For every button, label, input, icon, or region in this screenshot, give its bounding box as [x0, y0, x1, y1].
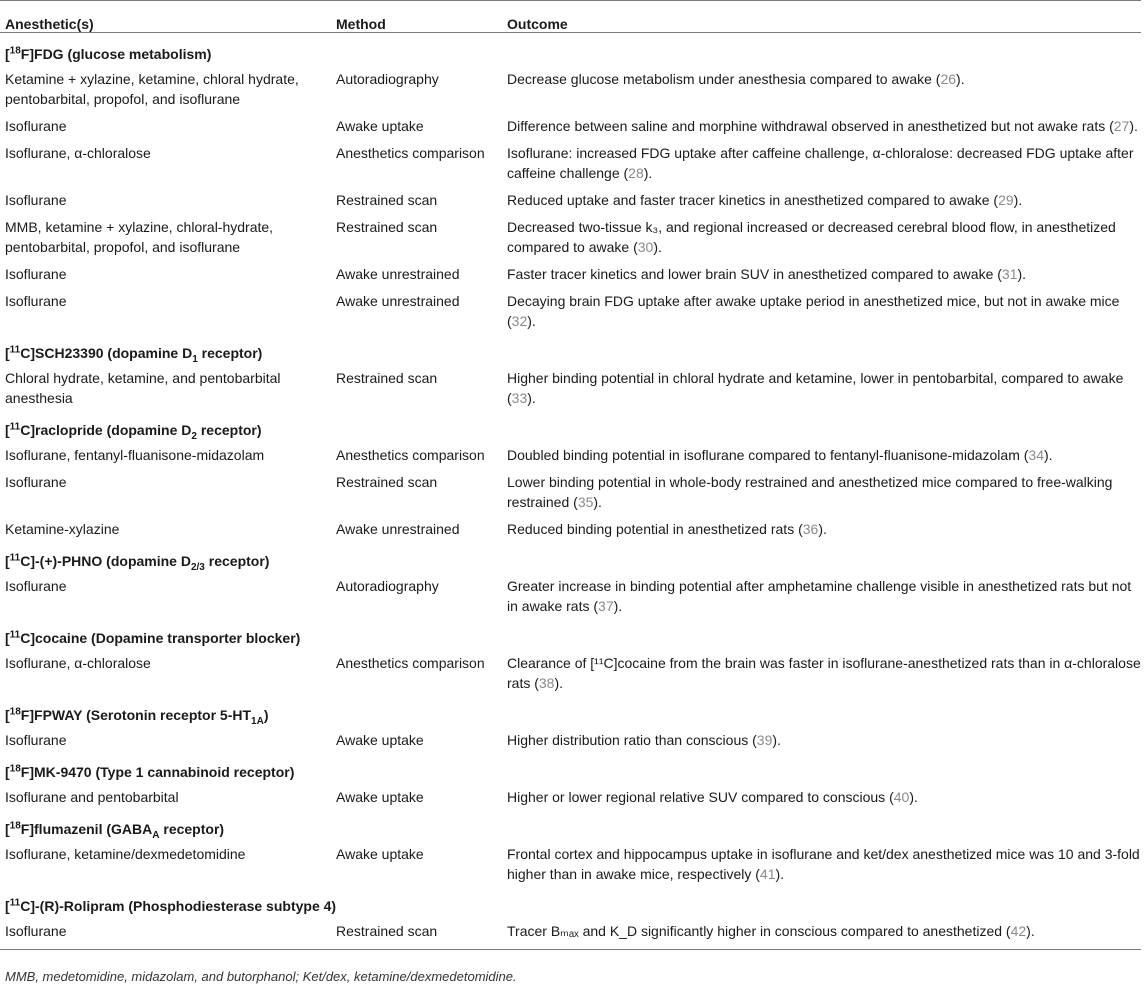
cell-method: Autoradiography — [336, 71, 439, 87]
section-title-sub: 1A — [251, 715, 264, 727]
reference-link[interactable]: 29 — [998, 192, 1014, 208]
cell-outcome — [502, 841, 1141, 888]
outcome-end: ). — [554, 675, 564, 691]
section-title-post: receptor) — [196, 422, 262, 438]
section-title-mid: F]MK-9470 (Type 1 cannabinoid receptor) — [20, 764, 295, 780]
cell-outcome — [502, 573, 1141, 620]
table-row — [0, 66, 1141, 113]
section-header-row — [0, 335, 1141, 365]
cell-anesthetic: Isoflurane, α-chloralose — [5, 655, 151, 671]
reference-link[interactable]: 35 — [577, 494, 594, 510]
table-row — [0, 288, 1141, 335]
cell-anesthetic: Isoflurane, α-chloralose — [5, 145, 151, 161]
reference-link[interactable]: 40 — [893, 789, 910, 805]
outcome-text: Isoflurane: increased FDG uptake after caffeine challenge, α-chloralose: decreased FDG uptake after caffeine challenge ( — [507, 145, 1134, 181]
section-header-row — [0, 412, 1141, 442]
outcome-end: ). — [1026, 923, 1035, 939]
section-title-tail: ) — [295, 630, 301, 646]
outcome-text: Frontal cortex and hippocampus uptake in isoflurane and ket/dex anesthetized mice was 10 and 3-fold higher than in awake mice, respectively ( — [507, 846, 1140, 882]
section-title-pre: [ — [5, 898, 10, 914]
outcome-text: Decaying brain FDG uptake after awake uptake period in anesthetized mice, but not in awake mice ( — [507, 293, 1120, 329]
section-header-row — [0, 697, 1141, 727]
reference-link[interactable]: 37 — [598, 598, 614, 614]
outcome-end: ). — [643, 165, 653, 181]
cell-outcome — [502, 650, 1141, 697]
section-title-mid: C]cocaine (Dopamine transporter blocker — [20, 630, 296, 646]
section-title — [0, 33, 1141, 67]
cell-anesthetic: Isoflurane, fentanyl-fluanisone-midazolam — [5, 447, 265, 463]
cell-anesthetic: Isoflurane — [5, 118, 67, 134]
table-row — [0, 650, 1141, 697]
outcome-end: ). — [1013, 192, 1023, 208]
cell-method: Anesthetics comparison — [336, 655, 485, 671]
table-row — [0, 365, 1141, 412]
cell-anesthetic: Isoflurane — [5, 192, 67, 208]
reference-link[interactable]: 33 — [511, 390, 528, 406]
outcome-end: ). — [956, 71, 965, 87]
reference-link[interactable]: 42 — [1010, 923, 1027, 939]
section-title-pre: [ — [5, 345, 10, 361]
cell-outcome — [502, 469, 1141, 516]
reference-link[interactable]: 28 — [628, 165, 644, 181]
outcome-text: Higher distribution ratio than conscious ( — [507, 732, 757, 748]
section-title-post: receptor) — [159, 821, 225, 837]
section-title-mid: F]FDG (glucose metabolism) — [20, 46, 212, 62]
cell-outcome — [502, 66, 1141, 113]
header-row — [0, 1, 1141, 33]
section-header-row — [0, 888, 1141, 918]
section-title-sup1: 11 — [9, 897, 21, 909]
outcome-text: Greater increase in binding potential after amphetamine challenge visible in anesthetized rats but not in awake rats ( — [507, 578, 1132, 614]
cell-method: Awake uptake — [336, 789, 424, 805]
reference-link[interactable]: 36 — [802, 521, 819, 537]
outcome-end: ). — [775, 866, 785, 882]
reference-link[interactable]: 39 — [756, 732, 773, 748]
cell-method: Restrained scan — [336, 370, 438, 386]
section-title — [0, 754, 1141, 784]
cell-anesthetic: Isoflurane — [5, 266, 67, 282]
outcome-end: ). — [818, 521, 827, 537]
table-row — [0, 187, 1141, 214]
section-title — [0, 888, 1141, 918]
section-title-mid: C]raclopride (dopamine D — [20, 422, 192, 438]
section-title-post: receptor) — [204, 553, 270, 569]
section-title — [0, 412, 1141, 442]
reference-link[interactable]: 32 — [511, 313, 528, 329]
section-title-pre: [ — [5, 630, 10, 646]
cell-outcome — [502, 214, 1141, 261]
section-title-sup1: 11 — [9, 421, 21, 433]
table-row — [0, 841, 1141, 888]
cell-outcome — [502, 516, 1141, 543]
reference-link[interactable]: 30 — [637, 239, 654, 255]
cell-outcome — [502, 918, 1141, 950]
section-title — [0, 543, 1141, 573]
outcome-text: Tracer Bₘₐₓ and K_D significantly higher in conscious compared to anesthetized ( — [507, 923, 1011, 939]
outcome-text: Decreased two-tissue k₃, and regional increased or decreased cerebral blood flow, in anesthetized compared to awake ( — [507, 219, 1116, 255]
table-row — [0, 113, 1141, 140]
outcome-text: Faster tracer kinetics and lower brain SUV in anesthetized compared to awake ( — [507, 266, 1002, 282]
section-title-pre: [ — [5, 764, 10, 780]
outcome-text: Doubled binding potential in isoflurane compared to fentanyl-fluanisone-midazolam ( — [507, 447, 1029, 463]
section-title-pre: [ — [5, 553, 10, 569]
reference-link[interactable]: 26 — [940, 71, 957, 87]
cell-outcome — [502, 140, 1141, 187]
outcome-end: ). — [1044, 447, 1053, 463]
section-header-row — [0, 620, 1141, 650]
cell-method: Restrained scan — [336, 219, 438, 235]
cell-method: Autoradiography — [336, 578, 439, 594]
outcome-text: Higher binding potential in chloral hydrate and ketamine, lower in pentobarbital, compared to awake ( — [507, 370, 1124, 406]
table-row — [0, 442, 1141, 469]
cell-anesthetic: Isoflurane — [5, 474, 67, 490]
section-title-sup1: 11 — [9, 552, 21, 564]
section-title-post: receptor) — [197, 345, 263, 361]
section-title-sub: 2 — [191, 430, 197, 442]
outcome-text: Clearance of [¹¹C]cocaine from the brain was faster in isoflurane-anesthetized rats than in α-chloralose rats ( — [507, 655, 1141, 691]
cell-method: Awake uptake — [336, 846, 424, 862]
cell-outcome — [502, 113, 1141, 140]
cell-method: Restrained scan — [336, 474, 438, 490]
section-title-sub: 1 — [192, 353, 198, 365]
outcome-end: ). — [593, 494, 602, 510]
outcome-end: ). — [909, 789, 918, 805]
section-title-mid: C]-(+)-PHNO (dopamine D — [20, 553, 191, 569]
outcome-end: ). — [772, 732, 781, 748]
outcome-end: ). — [527, 390, 536, 406]
table-row — [0, 573, 1141, 620]
cell-outcome — [502, 261, 1141, 288]
cell-anesthetic: Isoflurane — [5, 732, 67, 748]
section-title-mid: F]flumazenil (GABA — [20, 821, 153, 837]
cell-outcome — [502, 288, 1141, 335]
section-title — [0, 811, 1141, 841]
table-row — [0, 140, 1141, 187]
reference-link[interactable]: 31 — [1001, 266, 1018, 282]
section-header-row — [0, 811, 1141, 841]
section-title-pre: [ — [5, 422, 10, 438]
section-title-post: ) — [263, 707, 269, 723]
outcome-end: ). — [613, 598, 623, 614]
cell-method: Restrained scan — [336, 192, 438, 208]
section-title-sup1: 11 — [9, 344, 21, 356]
outcome-text: Lower binding potential in whole-body restrained and anesthetized mice compared to free-walking restrained ( — [507, 474, 1113, 510]
section-title-mid: C]SCH23390 (dopamine D — [20, 345, 193, 361]
table-row — [0, 261, 1141, 288]
table-footnote: MMB, medetomidine, midazolam, and butorphanol; Ket/dex, ketamine/dexmedetomidine. — [5, 969, 517, 984]
outcome-end: ). — [1129, 118, 1138, 134]
cell-anesthetic: Isoflurane — [5, 293, 67, 309]
reference-link[interactable]: 41 — [759, 866, 776, 882]
section-header-row — [0, 543, 1141, 573]
cell-anesthetic: Chloral hydrate, ketamine, and pentobarbital anesthesia — [5, 370, 281, 406]
section-header-row — [0, 33, 1141, 67]
outcome-text: Reduced uptake and faster tracer kinetics in anesthetized compared to awake ( — [507, 192, 999, 208]
cell-anesthetic: Isoflurane and pentobarbital — [5, 789, 179, 805]
header-method: Method — [331, 1, 502, 33]
cell-outcome — [502, 365, 1141, 412]
section-title-sub: 2/3 — [190, 561, 205, 573]
cell-method: Restrained scan — [331, 918, 502, 950]
table-row — [0, 784, 1141, 811]
outcome-text: Difference between saline and morphine withdrawal observed in anesthetized but not awake rats ( — [507, 118, 1114, 134]
cell-method: Awake unrestrained — [336, 266, 460, 282]
outcome-end: ). — [1017, 266, 1027, 282]
reference-link[interactable]: 38 — [538, 675, 555, 691]
cell-anesthetic: MMB, ketamine + xylazine, chloral-hydrate, pentobarbital, propofol, and isoflurane — [5, 219, 274, 255]
cell-method: Awake uptake — [336, 732, 424, 748]
section-title-sub: A — [152, 829, 160, 841]
cell-method: Awake unrestrained — [336, 521, 460, 537]
section-title-pre: [ — [5, 821, 10, 837]
cell-anesthetic: Isoflurane — [5, 578, 67, 594]
cell-anesthetic: Ketamine-xylazine — [5, 521, 120, 537]
cell-outcome — [502, 442, 1141, 469]
cell-anesthetic: Isoflurane, ketamine/dexmedetomidine — [5, 846, 246, 862]
header-outcome: Outcome — [502, 1, 1141, 33]
section-title-pre: [ — [5, 46, 10, 62]
section-title — [0, 697, 1141, 727]
table-row — [0, 516, 1141, 543]
section-header-row — [0, 754, 1141, 784]
section-title-mid: F]FPWAY (Serotonin receptor 5-HT — [20, 707, 252, 723]
section-title-sup1: 18 — [9, 763, 21, 775]
header-anesthetic: Anesthetic(s) — [0, 1, 331, 33]
cell-method: Anesthetics comparison — [336, 447, 485, 463]
cell-anesthetic: Isoflurane — [0, 918, 331, 950]
section-title-sup1: 18 — [9, 820, 21, 832]
section-title — [0, 335, 1141, 365]
reference-link[interactable]: 34 — [1028, 447, 1044, 463]
table-row — [0, 469, 1141, 516]
outcome-text: Reduced binding potential in anesthetized rats ( — [507, 521, 803, 537]
cell-anesthetic: Ketamine + xylazine, ketamine, chloral hydrate, pentobarbital, propofol, and isoflurane — [5, 71, 299, 107]
cell-outcome — [502, 784, 1141, 811]
section-title-pre: [ — [5, 707, 10, 723]
cell-method: Anesthetics comparison — [336, 145, 485, 161]
section-title — [0, 620, 1141, 650]
cell-method: Awake unrestrained — [336, 293, 460, 309]
cell-method: Awake uptake — [336, 118, 424, 134]
cell-outcome — [502, 727, 1141, 754]
table-row — [0, 214, 1141, 261]
outcome-text: Decrease glucose metabolism under anesthesia compared to awake ( — [507, 71, 941, 87]
cell-outcome — [502, 187, 1141, 214]
section-title-sup1: 18 — [9, 706, 21, 718]
table-body — [0, 33, 1141, 950]
table-row — [0, 918, 1141, 950]
table-row — [0, 727, 1141, 754]
section-title-sup1: 18 — [9, 45, 21, 57]
section-title-sup1: 11 — [9, 629, 21, 641]
reference-link[interactable]: 27 — [1113, 118, 1130, 134]
outcome-end: ). — [527, 313, 536, 329]
outcome-end: ). — [653, 239, 662, 255]
outcome-text: Higher or lower regional relative SUV compared to conscious ( — [507, 789, 894, 805]
section-title-mid: C]-(R)-Rolipram (Phosphodiesterase subtype 4) — [20, 898, 337, 914]
